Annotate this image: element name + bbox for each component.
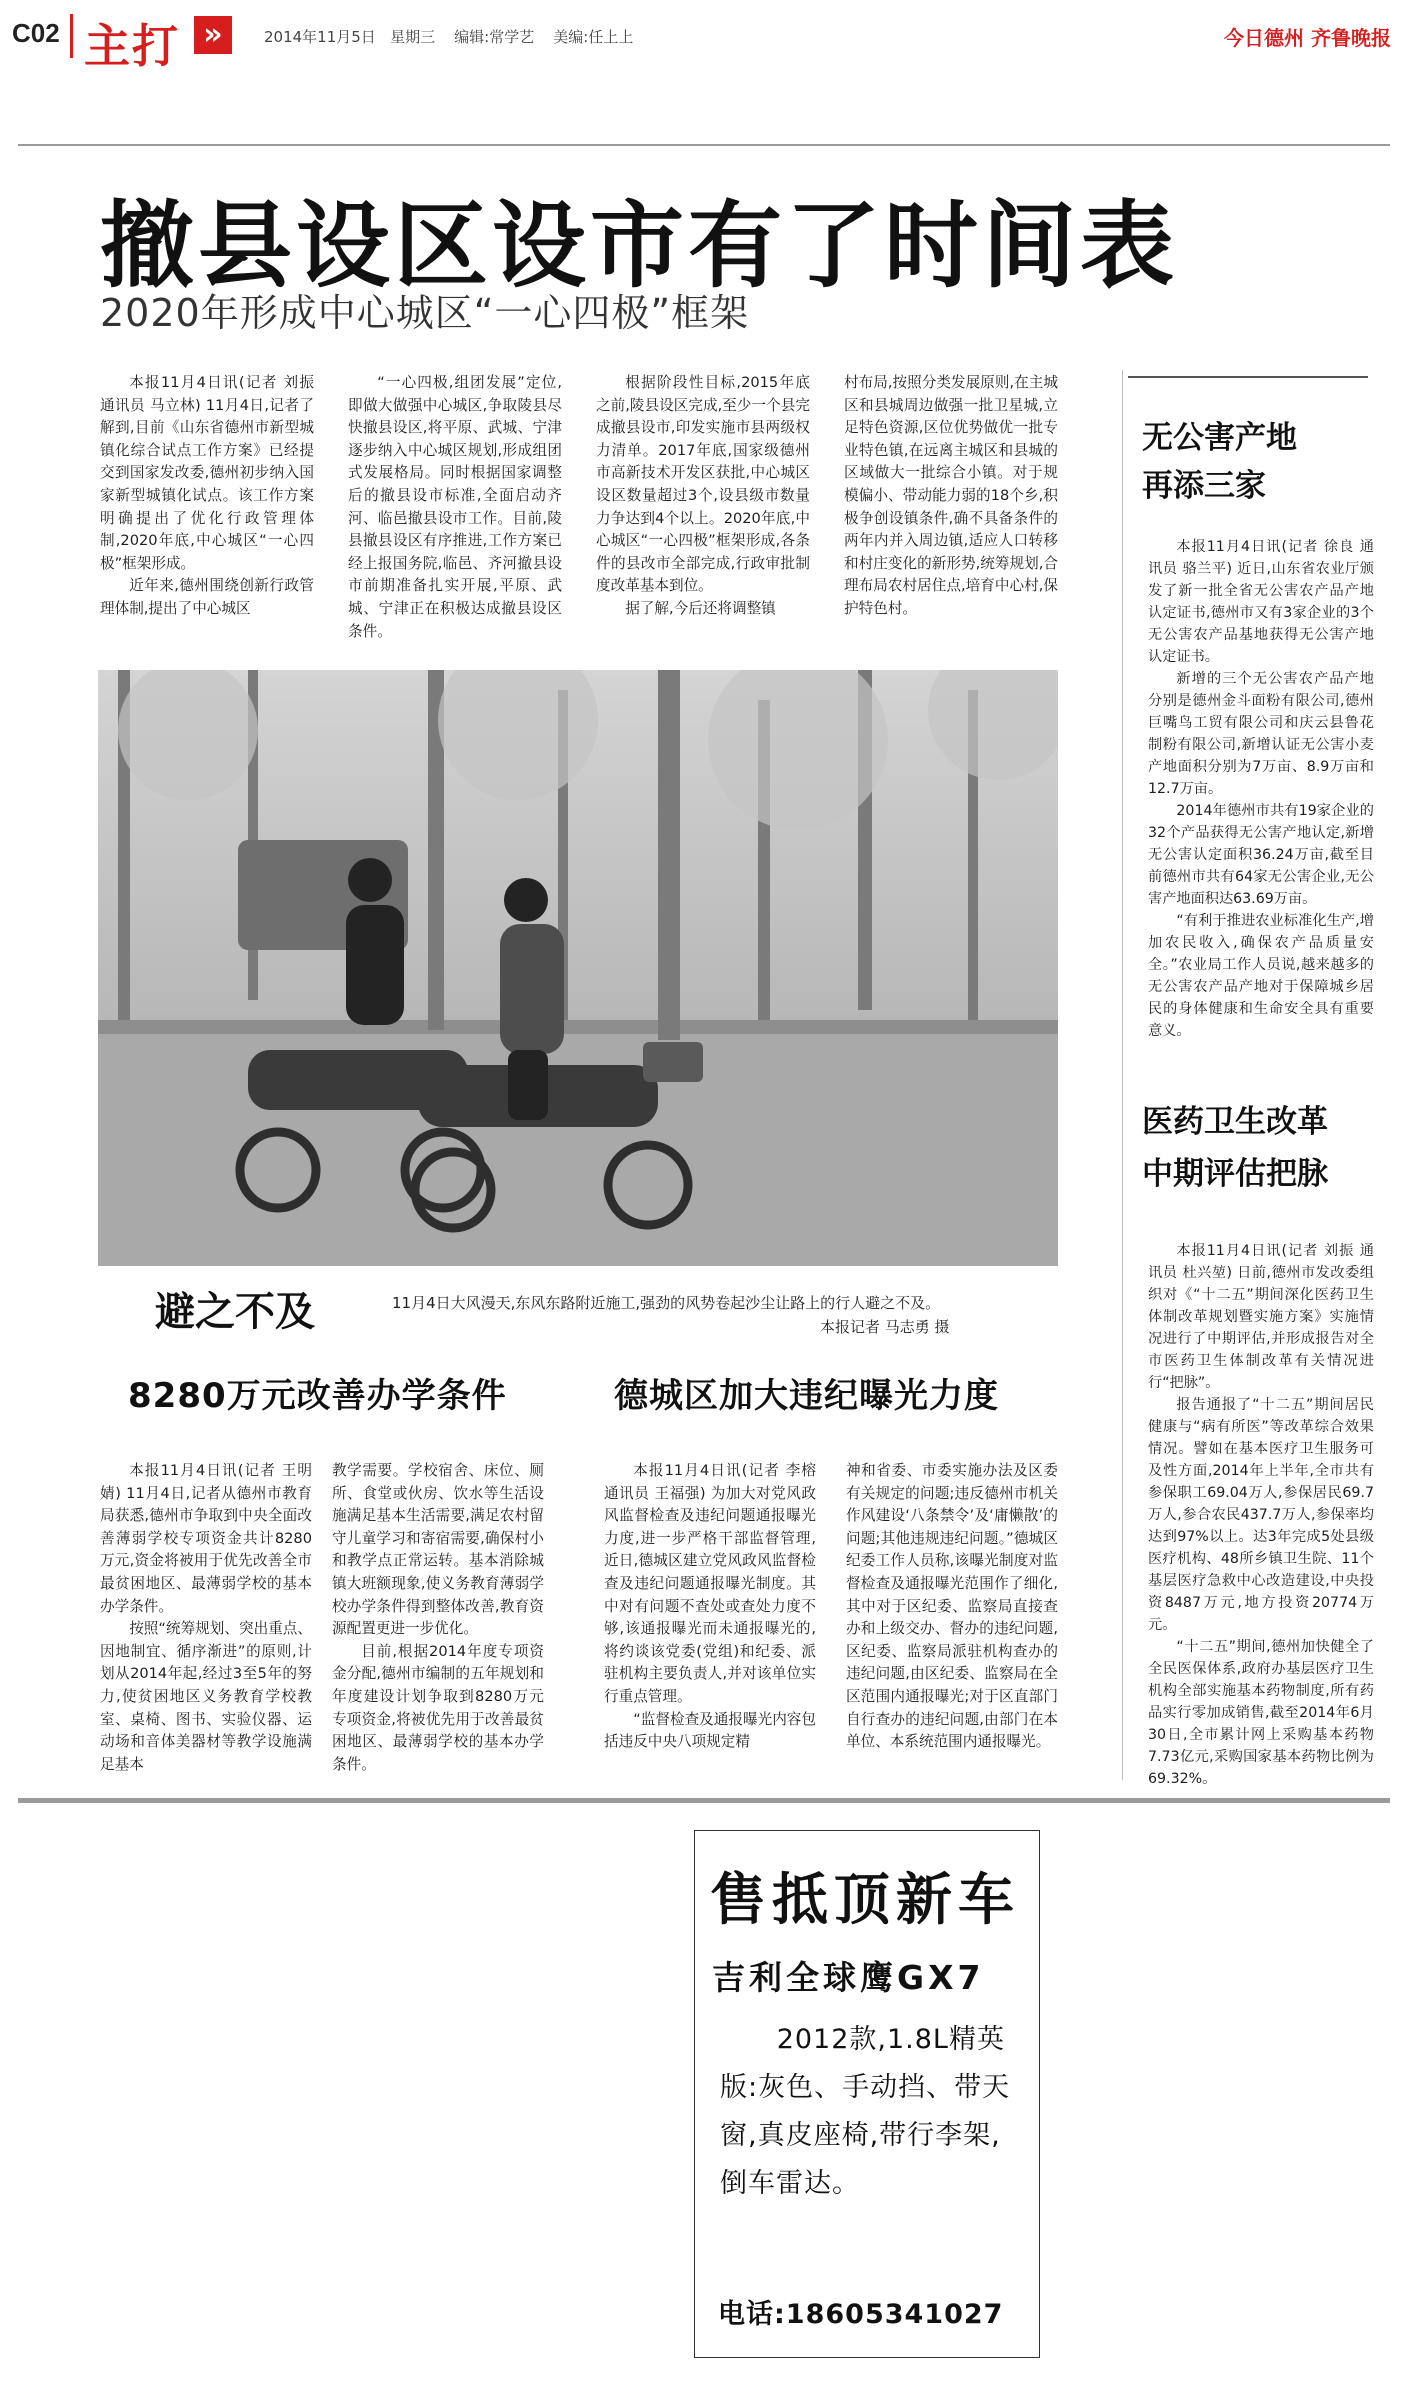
lead-article-col-4 [844, 372, 1058, 621]
paragraph: “监督检查及通报曝光内容包括违反中央八项规定精 [604, 1710, 816, 1751]
paragraph: 本报11月4日讯(记者 徐良 通讯员 骆兰平) 近日,山东省农业厅颁发了新一批全省无公害农产品产地认定证书,德州市又有3家企业的3个无公害农产品基地获得无公害产地认定证书。 [1148, 539, 1374, 665]
photo-credit: 本报记者 马志勇 摄 [820, 1318, 950, 1336]
photo-caption-title: 避之不及 [155, 1289, 315, 1335]
ad-phone: 电话:18605341027 [718, 2299, 1004, 2330]
side-story-2-title-line-1: 医药卫生改革 [1142, 1104, 1328, 1140]
paragraph: “一心四极,组团发展”定位,即做大做强中心城区,争取陵县尽快撤县设区,将平原、武城、宁津逐步纳入中心城区规划,形成组团式发展格局。同时根据国家调整后的撤县设市标准,全面启动齐河、临邑撤县设市工作。目前,陵县撤县设区有序推进,工作方案已经上报国务院,临邑、齐河撤县设市前期准备扎实开展,平原、武城、宁津正在积极达成撤县设区条件。 [348, 374, 562, 640]
paragraph: 据了解,今后还将调整镇 [625, 599, 776, 617]
issue-meta: 2014年11月5日 星期三 编辑:常学艺 美编:任上上 [264, 28, 634, 46]
side-story-1-body [1148, 536, 1374, 1042]
photo-illustration [98, 670, 1058, 1266]
paragraph: 目前,根据2014年度专项资金分配,德州市编制的五年规划和年度建设计划争取到8280万元专项资金,将被优先用于改善最贫困地区、最薄弱学校的基本办学条件。 [332, 1642, 544, 1773]
section-name: 主打 [84, 19, 180, 73]
paragraph: 2014年德州市共有19家企业的32个产品获得无公害产地认定,新增无公害认定面积36.24万亩,截至目前德州市共有64家无公害企业,无公害产地面积达63.69万亩。 [1148, 803, 1374, 907]
news-photo [98, 670, 1058, 1266]
paragraph: 教学需要。学校宿舍、床位、厕所、食堂或伙房、饮水等生活设施满足基本生活需要,满足农村留守儿童学习和寄宿需要,确保村小和教学点正常运转。基本消除城镇大班额现象,使义务教育薄弱学校办学条件得到整体改善,教育资源配置更进一步优化。 [332, 1462, 544, 1638]
paragraph: 按照“统筹规划、突出重点、因地制宜、循序渐进”的原则,计划从2014年起,经过3至5年的努力,使贫困地区义务教育学校教室、桌椅、图书、实验仪器、运动场和音体美器材等教学设施满足基本 [100, 1620, 312, 1773]
paragraph: 本报11月4日讯(记者 刘振 通讯员 马立林) 11月4日,记者了解到,目前《山东省德州市新型城镇化综合试点工作方案》已经提交到国家发改委,德州初步纳入国家新型城镇化试点。该工作方案明确提出了优化行政管理体制,2020年底,中心城区“一心四极”框架形成。 [100, 374, 314, 572]
main-headline: 撤县设区设市有了时间表 [100, 192, 1179, 301]
discipline-article-col-2 [846, 1460, 1058, 1754]
paragraph: 本报11月4日讯(记者 刘振 通讯员 杜兴堃) 日前,德州市发改委组织对《“十二五”期间深化医药卫生体制改革规划暨实施方案》实施情况进行了中期评估,并形成报告对全市医药卫生体制改革有关情况进行“把脉”。 [1148, 1243, 1374, 1391]
article-title-discipline: 德城区加大违纪曝光力度 [614, 1376, 999, 1416]
side-story-1-title-line-1: 无公害产地 [1142, 420, 1297, 456]
header-rule [18, 144, 1390, 146]
section-arrow-icon: » [194, 16, 232, 54]
lead-article-col-2 [348, 372, 562, 643]
article-title-school: 8280万元改善办学条件 [128, 1376, 507, 1416]
newspaper-brand: 今日德州 齐鲁晚报 [1224, 26, 1391, 50]
discipline-article-col-1 [604, 1460, 816, 1754]
ad-title: 售抵顶新车 [710, 1868, 1020, 1933]
photo-caption: 11月4日大风漫天,东风东路附近施工,强劲的风势卷起沙尘让路上的行人避之不及。 [392, 1294, 941, 1312]
page-number: C02 [12, 18, 60, 48]
school-article-col-1 [100, 1460, 312, 1776]
school-article-col-2 [332, 1460, 544, 1776]
paragraph: 村布局,按照分类发展原则,在主城区和县城周边做强一批卫星城,立足特色资源,区位优势做优一批专业特色镇,在远离主城区和县城的区域做大一批综合小镇。对于规模偏小、带动能力弱的18个乡,积极争创设镇条件,确不具备条件的两年内并入周边镇,适应人口转移和村庄变化的新形势,统筹规划,合理布局农村居住点,培育中心村,保护特色村。 [844, 374, 1058, 617]
paragraph: 近年来,德州围绕创新行政管理体制,提出了中心城区 [100, 577, 314, 617]
paragraph: 本报11月4日讯(记者 王明婧) 11月4日,记者从德州市教育局获悉,德州市争取到中央全面改善薄弱学校专项资金共计8280万元,资金将被用于优先改善全市最贫困地区、最薄弱学校的基本办学条件。 [100, 1462, 312, 1615]
paragraph: 本报11月4日讯(记者 李榕 通讯员 王福强) 为加大对党风政风监督检查及违纪问题通报曝光力度,进一步严格干部监督管理,近日,德城区建立党风政风监督检查及违纪问题通报曝光制度。其中对有问题不查处或查处力度不够,该通报曝光而未通报曝光的,将约谈该党委(党组)和纪委、派驻机构主要负责人,并对该单位实行重点管理。 [604, 1462, 816, 1705]
ad-car-model: 吉利全球鹰GX7 [712, 1958, 985, 1997]
side-story-2-body [1148, 1240, 1374, 1790]
side-column-rule [1128, 376, 1368, 378]
paragraph: 报告通报了“十二五”期间居民健康与“病有所医”等改革综合效果情况。譬如在基本医疗卫生服务可及性方面,2014年上半年,全市共有参保职工69.04万人,参保居民69.7万人,参合农民437.7万人,参保率均达到97%以上。达3年完成5处县级医疗机构、48所乡镇卫生院、11个基层医疗急救中心改造建设,中央投资8487万元,地方投资20774万元。 [1148, 1397, 1374, 1633]
ad-description: 2012款,1.8L精英版:灰色、手动挡、带天窗,真皮座椅,带行李架,倒车雷达。 [720, 2024, 1011, 2199]
lead-article-col-3 [596, 372, 810, 621]
lead-article-col-1 [100, 372, 314, 621]
paragraph: 根据阶段性目标,2015年底之前,陵县设区完成,至少一个县完成撤县设市,印发实施市县两级权力清单。2017年底,国家级德州市高新技术开发区获批,中心城区设区数量超过3个,设县级市数量力争达到4个以上。2020年底,中心城区“一心四极”框架形成,各条件的县改市全部完成,行政审批制度改革基本到位。 [596, 374, 810, 595]
paragraph: 神和省委、市委实施办法及区委有关规定的问题;违反德州市机关作风建设‘八条禁令’及‘庸懒散’的问题;其他违规违纪问题。”德城区纪委工作人员称,该曝光制度对监督检查及通报曝光范围作了细化,其中对于区纪委、监察局直接查办和上级交办、督办的违纪问题,区纪委、监察局派驻机构查办的违纪问题,由区纪委、监察局在全区范围内通报曝光;对于区直部门自行查办的违纪问题,由部门在本单位、本系统范围内通报曝光。 [846, 1462, 1058, 1751]
main-subheadline: 2020年形成中心城区“一心四极”框架 [100, 291, 750, 335]
side-story-2-title-line-2: 中期评估把脉 [1142, 1156, 1328, 1192]
paragraph: “有利于推进农业标准化生产,增加农民收入,确保农产品质量安全。”农业局工作人员说,越来越多的无公害农产品产地对于保障城乡居民的身体健康和生命安全具有重要意义。 [1148, 913, 1374, 1039]
paragraph: 新增的三个无公害农产品产地分别是德州金斗面粉有限公司,德州巨嘴鸟工贸有限公司和庆云县鲁花制粉有限公司,新增认证无公害小麦产地面积分别为7万亩、8.9万亩和12.7万亩。 [1148, 671, 1374, 797]
side-story-1-title-line-2: 再添三家 [1142, 468, 1266, 504]
bottom-rule [18, 1798, 1390, 1803]
header-divider [70, 14, 73, 58]
paragraph: “十二五”期间,德州加快健全了全民医保体系,政府办基层医疗卫生机构全部实施基本药物制度,所有药品实行零加成销售,截至2014年6月30日,全市累计网上采购基本药物7.73亿元,采购国家基本药物比例为69.32%。 [1148, 1639, 1374, 1787]
side-column-divider [1122, 370, 1123, 1780]
